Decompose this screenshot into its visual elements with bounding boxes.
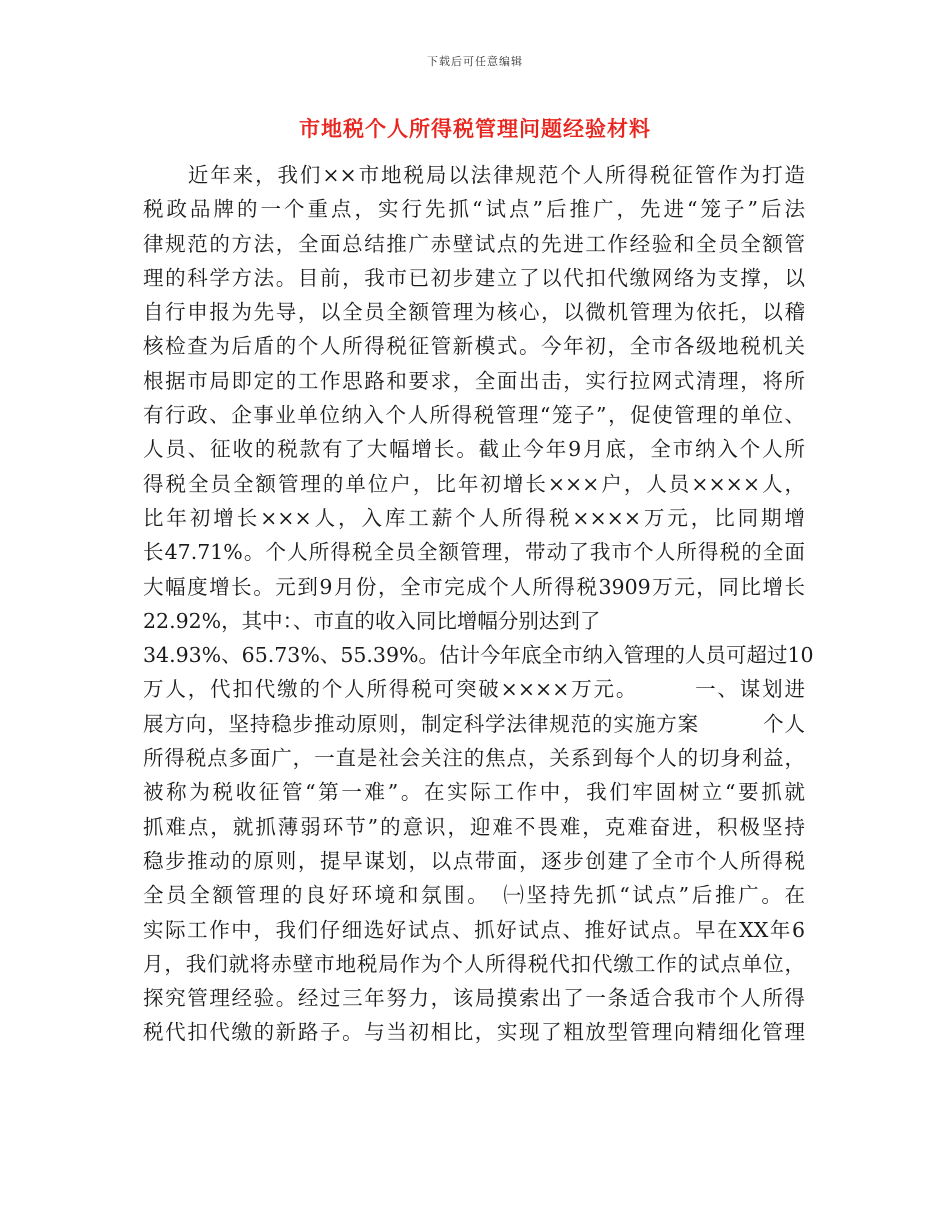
body-line: 核检查为后盾的个人所得税征管新模式。今年初，全市各级地税机关 bbox=[143, 334, 805, 359]
body-line: 有行政、企事业单位纳入个人所得税管理“笼子”，促使管理的单位、 bbox=[143, 403, 805, 428]
body-line: 律规范的方法，全面总结推广赤壁试点的先进工作经验和全员全额管 bbox=[143, 231, 805, 256]
body-line: 税政品牌的一个重点，实行先抓“试点”后推广，先进“笼子”后法 bbox=[143, 197, 805, 222]
body-line: 抓难点，就抓薄弱环节”的意识，迎难不畏难，克难奋进，积极坚持 bbox=[143, 814, 805, 839]
body-line: 比年初增长×××人，入库工薪个人所得税××××万元，比同期增 bbox=[143, 505, 805, 530]
body-line: 税代扣代缴的新路子。与当初相比，实现了粗放型管理向精细化管理 bbox=[143, 1020, 805, 1045]
body-line: 理的科学方法。目前，我市已初步建立了以代扣代缴网络为支撑，以 bbox=[143, 265, 805, 290]
body-line: 稳步推动的原则，提早谋划，以点带面，逐步创建了全市个人所得税 bbox=[143, 848, 805, 873]
body-line: 得税全员全额管理的单位户，比年初增长×××户，人员××××人， bbox=[143, 471, 805, 496]
document-body bbox=[143, 158, 814, 1050]
body-line: 月，我们就将赤壁市地税局作为个人所得税代扣代缴工作的试点单位， bbox=[143, 951, 805, 976]
body-line: 被称为税收征管“第一难”。在实际工作中，我们牢固树立“要抓就 bbox=[143, 780, 805, 805]
body-line: 实际工作中，我们仔细选好试点、抓好试点、推好试点。早在XX年6 bbox=[143, 917, 805, 942]
header-note: 下载后可任意编辑 bbox=[427, 55, 523, 68]
body-line: 22.92%，其中：、市直的收入同比增幅分别达到了 bbox=[143, 608, 601, 633]
body-line: 近年来，我们××市地税局以法律规范个人所得税征管作为打造 bbox=[143, 163, 805, 187]
document-title: 市地税个人所得税管理问题经验材料 bbox=[299, 116, 651, 141]
body-line: 根据市局即定的工作思路和要求，全面出击，实行拉网式清理，将所 bbox=[143, 368, 805, 393]
body-line: 自行申报为先导，以全员全额管理为核心，以微机管理为依托，以稽 bbox=[143, 300, 805, 325]
body-line: 大幅度增长。元到9月份，全市完成个人所得税3909万元，同比增长 bbox=[143, 574, 805, 599]
body-line: 人员、征收的税款有了大幅增长。截止今年9月底，全市纳入个人所 bbox=[143, 437, 805, 462]
body-line: 万人，代扣代缴的个人所得税可突破××××万元。 一、谋划进 bbox=[143, 677, 805, 702]
body-line: 全员全额管理的良好环境和氛围。 ㈠坚持先抓“试点”后推广。在 bbox=[143, 883, 805, 908]
body-line: 长47.71%。个人所得税全员全额管理，带动了我市个人所得税的全面 bbox=[143, 540, 805, 565]
body-line: 34.93%、65.73%、55.39%。估计今年底全市纳入管理的人员可超过10 bbox=[143, 643, 814, 668]
body-line: 所得税点多面广，一直是社会关注的焦点，关系到每个人的切身利益， bbox=[143, 746, 805, 771]
body-line: 展方向，坚持稳步推动原则，制定科学法律规范的实施方案 个人 bbox=[143, 711, 805, 736]
body-line: 探究管理经验。经过三年努力，该局摸索出了一条适合我市个人所得 bbox=[143, 986, 805, 1011]
